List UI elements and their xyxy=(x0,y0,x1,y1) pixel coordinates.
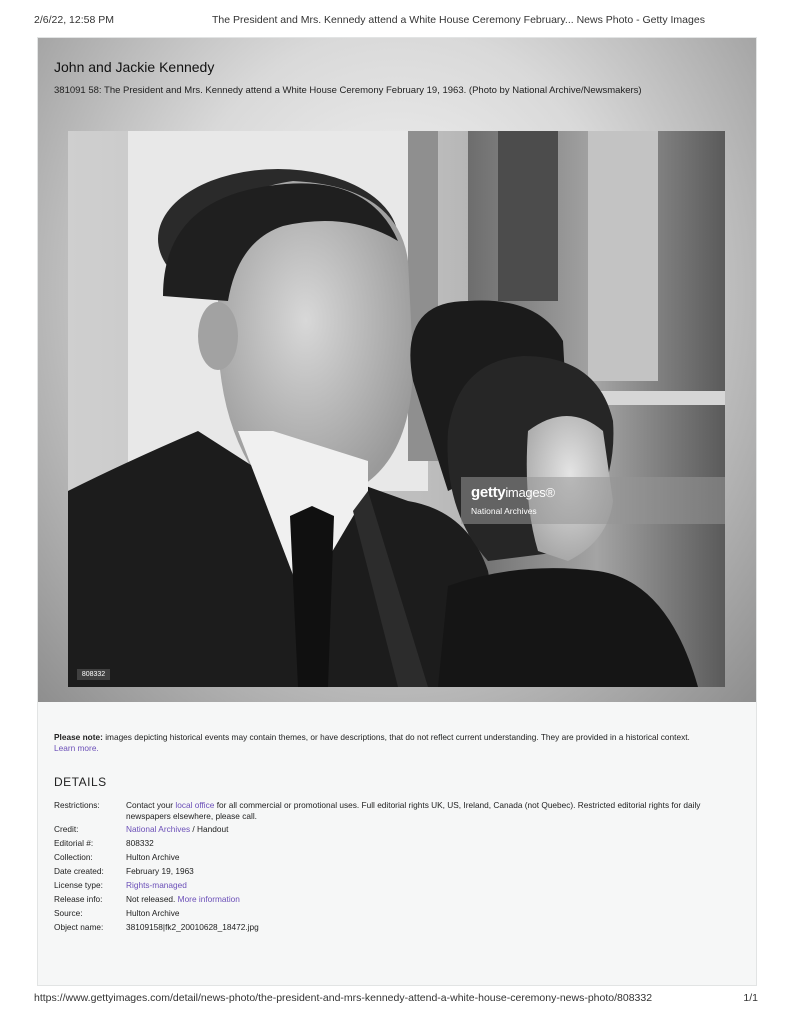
page-content xyxy=(37,37,757,986)
national-archives-link[interactable]: National Archives xyxy=(126,824,191,834)
detail-value: Contact your local office for all commercial or promotional uses. Full editorial rights UK, US, Ireland, Canada (not Quebec). Restricted editorial rights for daily newspapers elsewhere, please call. xyxy=(126,800,701,821)
detail-label: Restrictions: xyxy=(54,800,100,810)
notice-label: Please note: xyxy=(54,732,103,742)
notice-text: images depicting historical events may contain themes, or have descriptions, that do not reflect current understanding. They are provided in a historical context. xyxy=(102,732,690,742)
gettyimages-logo: gettyimages® xyxy=(471,484,555,501)
photo-id-badge: 808332 xyxy=(77,669,110,680)
print-header xyxy=(34,14,758,28)
photo-illustration xyxy=(68,131,725,687)
detail-value: Hulton Archive xyxy=(126,852,180,862)
detail-label: Date created: xyxy=(54,866,104,876)
more-information-link[interactable]: More information xyxy=(177,894,240,904)
detail-label: Source: xyxy=(54,908,83,918)
asset-caption: 381091 58: The President and Mrs. Kennedy attend a White House Ceremony February 19, 1963. (Photo by National Archive/Newsmakers) xyxy=(54,85,642,96)
print-page-number: 1/1 xyxy=(743,992,758,1004)
local-office-link[interactable]: local office xyxy=(175,800,215,810)
detail-label: Collection: xyxy=(54,852,93,862)
learn-more-link[interactable]: Learn more. xyxy=(54,743,99,753)
detail-value: Hulton Archive xyxy=(126,908,180,918)
detail-value: 38109158|fk2_20010628_18472.jpg xyxy=(126,922,259,932)
print-date: 2/6/22, 12:58 PM xyxy=(34,14,114,26)
detail-label: Credit: xyxy=(54,824,79,834)
detail-value: February 19, 1963 xyxy=(126,866,194,876)
historical-notice xyxy=(54,732,744,754)
detail-value: Not released. More information xyxy=(126,894,240,904)
rights-managed-link[interactable]: Rights-managed xyxy=(126,880,187,890)
print-url: https://www.gettyimages.com/detail/news-photo/the-president-and-mrs-kennedy-attend-a-white-house-ceremony-news-photo/808332 xyxy=(34,992,653,1004)
getty-watermark xyxy=(461,477,725,524)
print-page-title: The President and Mrs. Kennedy attend a White House Ceremony February... News Photo - Getty Images xyxy=(212,14,705,26)
detail-value: 808332 xyxy=(126,838,154,848)
detail-value: National Archives / Handout xyxy=(126,824,229,834)
hero-area xyxy=(38,38,756,702)
news-photo[interactable] xyxy=(68,131,725,687)
details-heading: DETAILS xyxy=(54,775,107,789)
detail-label: Release info: xyxy=(54,894,103,904)
asset-title: John and Jackie Kennedy xyxy=(54,59,215,75)
detail-label: Editorial #: xyxy=(54,838,94,848)
detail-label: Object name: xyxy=(54,922,104,932)
watermark-credit: National Archives xyxy=(471,506,537,516)
detail-label: License type: xyxy=(54,880,103,890)
print-footer xyxy=(34,992,758,1006)
detail-value xyxy=(126,880,738,891)
